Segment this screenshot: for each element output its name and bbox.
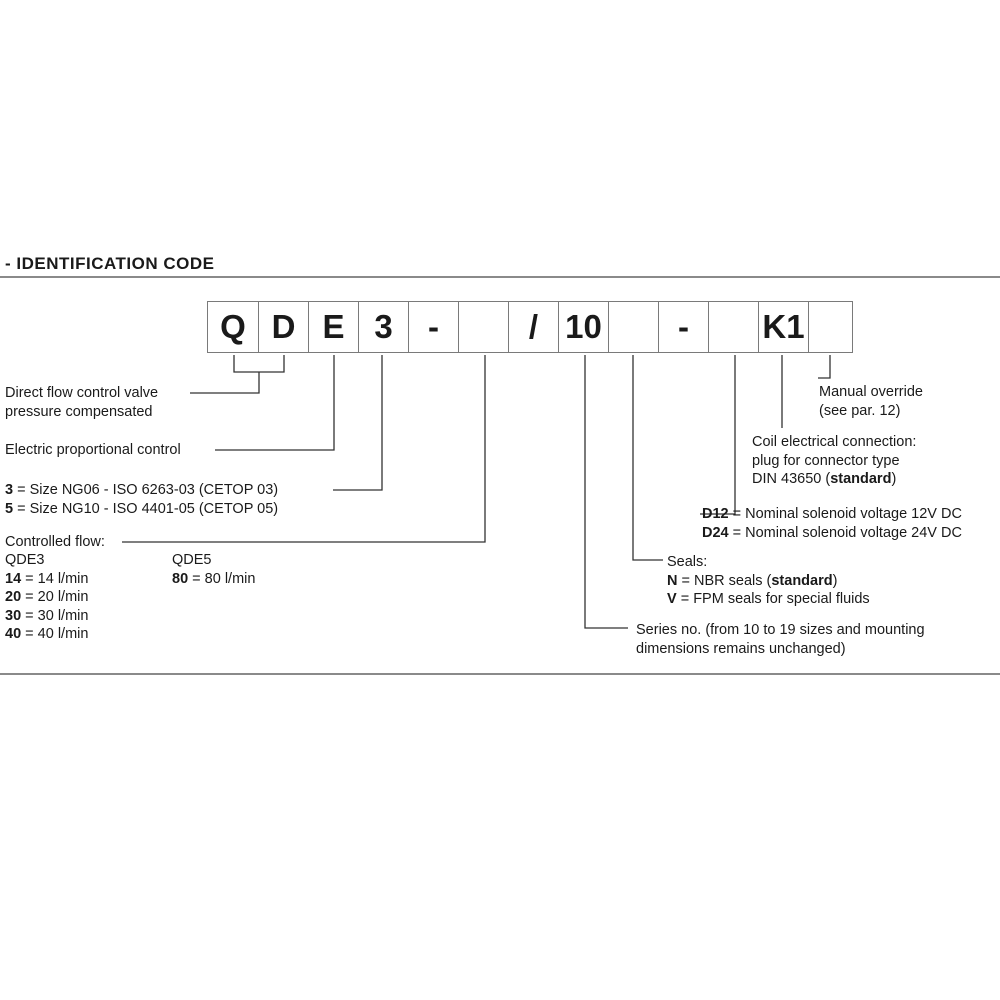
code-box-8: 10	[558, 301, 609, 353]
code-box-10: -	[658, 301, 709, 353]
control-description: Electric proportional control	[5, 442, 181, 458]
valve-description: Direct flow control valve pressure compensated	[5, 385, 159, 420]
code-box-3: E	[308, 301, 359, 353]
flow-qde3-list: QDE3 14 = 14 l/min 20 = 20 l/min 30 = 30 l/min 40 = 40 l/min	[5, 552, 89, 642]
leader-control	[215, 355, 334, 450]
code-box-7: /	[508, 301, 559, 353]
code-box-1: Q	[207, 301, 259, 353]
code-box-2: D	[258, 301, 309, 353]
code-box-12: K1	[758, 301, 809, 353]
section-title: - IDENTIFICATION CODE	[5, 254, 215, 273]
coil-connection-description: Coil electrical connection: plug for connector type DIN 43650 (standard)	[752, 434, 917, 487]
leader-voltage	[700, 355, 735, 514]
series-description: Series no. (from 10 to 19 sizes and mounting dimensions remains unchanged)	[636, 622, 925, 657]
flow-heading: Controlled flow:	[5, 534, 105, 550]
flow-qde5-list: QDE5 80 = 80 l/min	[172, 552, 256, 587]
leader-series	[585, 355, 628, 628]
code-box-4: 3	[358, 301, 409, 353]
seals-options: Seals: N = NBR seals (standard) V = FPM seals for special fluids	[667, 554, 870, 607]
manual-override-description: Manual override (see par. 12)	[819, 384, 923, 419]
leader-manual	[818, 355, 830, 378]
size-options: 3 = Size NG06 - ISO 6263-03 (CETOP 03) 5 = Size NG10 - ISO 4401-05 (CETOP 05)	[5, 482, 279, 517]
voltage-options: D12 = Nominal solenoid voltage 12V DC D24 = Nominal solenoid voltage 24V DC	[702, 506, 962, 541]
code-box-5: -	[408, 301, 459, 353]
leader-seals	[633, 355, 663, 560]
leader-valve	[190, 355, 284, 393]
leader-size	[333, 355, 382, 490]
